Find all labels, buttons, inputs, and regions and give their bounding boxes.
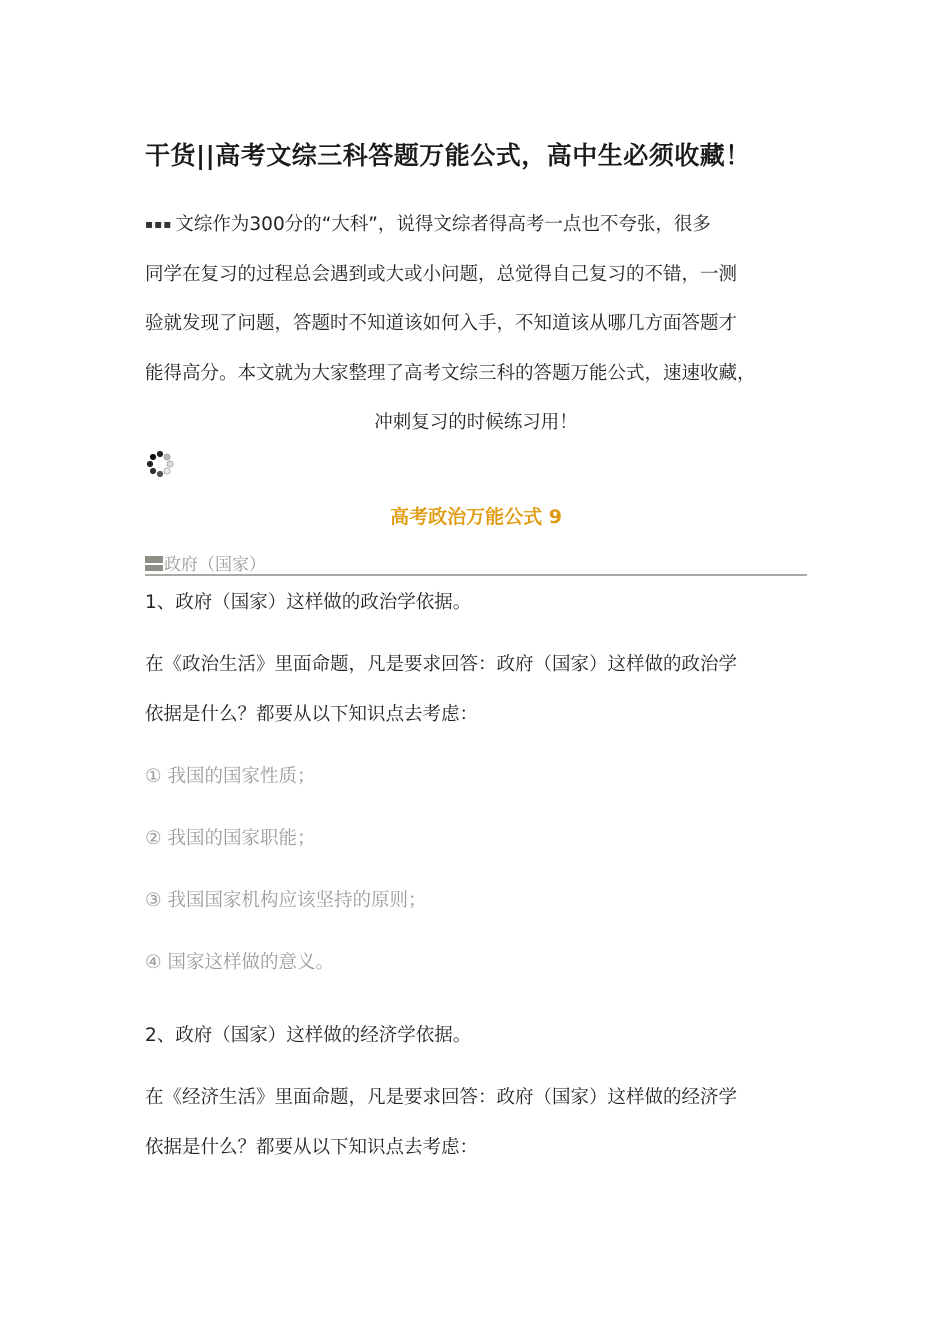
- intro-line-1: ▪▪▪ 文综作为300分的“大科”，说得文综者得高考一点也不夸张，很多: [145, 200, 817, 250]
- item1-desc-line2: 依据是什么？都要从以下知识点去考虑：: [145, 704, 479, 725]
- intro-paragraph: [145, 200, 817, 448]
- subhead-marker-icon: [145, 556, 163, 571]
- intro-line-3: 验就发现了问题，答题时不知道该如何入手，不知道该从哪几方面答题才: [145, 313, 738, 334]
- bullet-dots-icon: ▪▪▪: [145, 217, 173, 231]
- item1-heading: 1、政府（国家）这样做的政治学依据。: [145, 592, 472, 613]
- item2-desc-line1: 在《经济生活》里面命题，凡是要求回答：政府（国家）这样做的经济学: [145, 1087, 738, 1108]
- point-2: ② 我国的国家职能；: [145, 828, 316, 849]
- article-title: 干货||高考文综三科答题万能公式，高中生必须收藏！: [145, 141, 751, 170]
- item1-desc-line1: 在《政治生活》里面命题，凡是要求回答：政府（国家）这样做的政治学: [145, 654, 738, 675]
- intro-line-4: 能得高分。本文就为大家整理了高考文综三科的答题万能公式，速速收藏，: [145, 362, 756, 384]
- section-subhead: [145, 550, 807, 576]
- intro-line-2: 同学在复习的过程总会遇到或大或小问题，总觉得自己复习的不错，一测: [145, 263, 738, 285]
- subhead-label: 政府（国家）: [164, 555, 266, 575]
- point-4: ④ 国家这样做的意义。: [145, 952, 334, 973]
- item2-heading: 2、政府（国家）这样做的经济学依据。: [145, 1025, 472, 1046]
- item2-desc-line2: 依据是什么？都要从以下知识点去考虑：: [145, 1137, 479, 1158]
- loading-spinner-icon: [145, 449, 175, 479]
- point-1: ① 我国的国家性质；: [145, 766, 316, 787]
- point-3: ③ 我国国家机构应该坚持的原则；: [145, 890, 427, 911]
- section-title: 高考政治万能公式 9: [390, 506, 562, 528]
- intro-line-5: 冲刺复习的时候练习用！: [374, 412, 578, 433]
